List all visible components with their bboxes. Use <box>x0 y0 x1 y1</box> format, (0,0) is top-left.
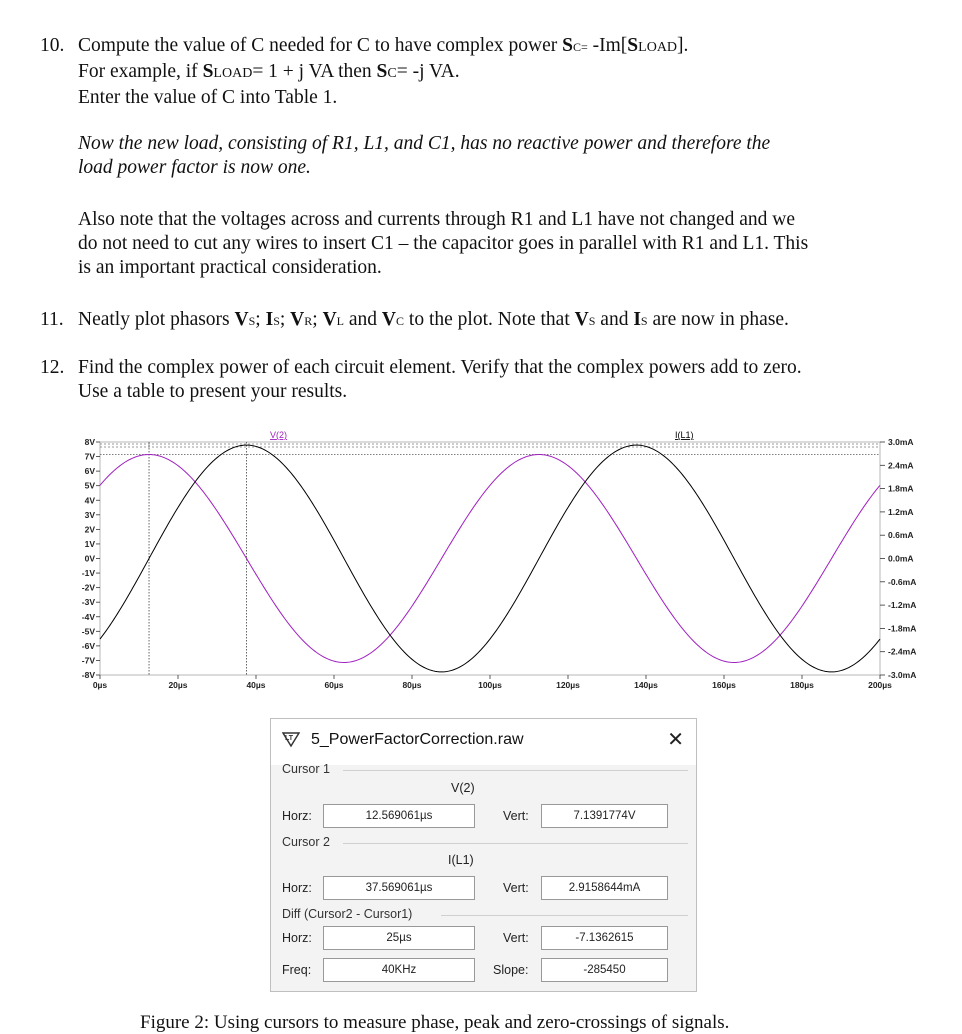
horz-label: Horz: <box>282 809 312 823</box>
cursor1-vert-field[interactable]: 7.1391774V <box>541 804 668 828</box>
horz-label: Horz: <box>282 931 312 945</box>
slope-label: Slope: <box>493 963 529 977</box>
x-tick-label: 140µs <box>634 680 658 690</box>
freq-field[interactable]: 40KHz <box>323 958 475 982</box>
cursor2-horz-field[interactable]: 37.569061µs <box>323 876 475 900</box>
left-tick-label: 2V <box>84 524 95 535</box>
close-icon[interactable]: ✕ <box>667 729 684 751</box>
left-tick-label: -1V <box>81 568 95 579</box>
left-tick-label: -2V <box>81 582 95 593</box>
x-tick-label: 20µs <box>168 680 188 690</box>
right-tick-label: 3.0mA <box>888 437 914 447</box>
right-tick-label: 0.6mA <box>888 530 914 541</box>
left-tick-label: 8V <box>84 437 95 447</box>
right-tick-label: -1.2mA <box>888 600 917 611</box>
item-number: 10. <box>40 35 65 56</box>
x-tick-label: 0µs <box>92 680 108 690</box>
left-tick-label: -5V <box>81 626 95 637</box>
left-tick-label: 6V <box>84 466 95 477</box>
horz-label: Horz: <box>282 881 312 895</box>
cursor2-trace: I(L1) <box>448 853 474 867</box>
cursor1-label: Cursor 1 <box>282 762 330 776</box>
cursor2-label: Cursor 2 <box>282 835 330 849</box>
cursor1-horz-field[interactable]: 12.569061µs <box>323 804 475 828</box>
item-12: 12. Find the complex power of each circuit element. Verify that the complex powers add to zero. Use a table to present your results. <box>40 357 802 402</box>
figure-caption: Figure 2: Using cursors to measure phase, peak and zero-crossings of signals. <box>140 1012 730 1033</box>
note-paragraph: Also note that the voltages across and currents through R1 and L1 have not changed and we do not need to cut any wires to insert C1 – the capacitor goes in parallel with R1 and L1. This is an important practical consideration. <box>78 209 809 278</box>
legend-v2: V(2) <box>270 430 288 440</box>
x-tick-label: 180µs <box>790 680 814 690</box>
left-tick-label: 3V <box>84 509 95 520</box>
item-10-line1: Compute the value of C needed for C to have complex power SC= -Im[SLOAD]. <box>78 35 689 56</box>
dialog-titlebar[interactable] <box>271 719 696 765</box>
left-tick-label: 5V <box>84 480 95 491</box>
x-tick-label: 160µs <box>712 680 736 690</box>
ltspice-icon <box>282 730 300 748</box>
right-tick-label: -2.4mA <box>888 646 917 657</box>
diff-label: Diff (Cursor2 - Cursor1) <box>282 907 413 921</box>
x-tick-label: 120µs <box>556 680 580 690</box>
vert-label: Vert: <box>503 881 529 895</box>
waveform-chart <box>0 424 962 704</box>
series-line-il1 <box>100 445 880 672</box>
vert-label: Vert: <box>503 931 529 945</box>
right-tick-label: 2.4mA <box>888 460 914 471</box>
left-tick-label: -4V <box>81 611 95 622</box>
left-tick-label: -7V <box>81 655 95 666</box>
diff-horz-field[interactable]: 25µs <box>323 926 475 950</box>
item-10-line2: For example, if SLOAD= 1 + j VA then SC= -j VA. <box>78 61 460 82</box>
slope-field[interactable]: -285450 <box>541 958 668 982</box>
x-tick-label: 40µs <box>246 680 266 690</box>
vert-label: Vert: <box>503 809 529 823</box>
cursor2-vert-field[interactable]: 2.9158644mA <box>541 876 668 900</box>
italic-paragraph: Now the new load, consisting of R1, L1, and C1, has no reactive power and therefore the load power factor is now one. <box>78 133 771 178</box>
item-10 <box>0 34 962 110</box>
cursor-dialog <box>270 718 697 992</box>
x-tick-label: 100µs <box>478 680 502 690</box>
item-10-line3: Enter the value of C into Table 1. <box>78 87 338 108</box>
cursor1-trace: V(2) <box>451 781 475 795</box>
left-tick-label: -6V <box>81 640 95 651</box>
plot-frame <box>100 442 880 675</box>
diff-vert-field[interactable]: -7.1362615 <box>541 926 668 950</box>
right-tick-label: -0.6mA <box>888 576 917 587</box>
left-tick-label: -3V <box>81 597 95 608</box>
right-tick-label: -1.8mA <box>888 623 917 634</box>
left-tick-label: 1V <box>84 538 95 549</box>
left-tick-label: 0V <box>84 553 95 564</box>
left-tick-label: -8V <box>81 670 95 680</box>
right-tick-label: 1.2mA <box>888 506 914 517</box>
left-tick-label: 7V <box>84 451 95 462</box>
legend-il1: I(L1) <box>675 430 694 440</box>
right-tick-label: -3.0mA <box>888 670 917 680</box>
left-tick-label: 4V <box>84 495 95 506</box>
svg-text:LT: LT <box>285 735 294 742</box>
dialog-title: 5_PowerFactorCorrection.raw <box>311 731 524 748</box>
series-line-v2 <box>100 455 880 663</box>
x-tick-label: 60µs <box>324 680 344 690</box>
freq-label: Freq: <box>282 963 312 977</box>
right-tick-label: 0.0mA <box>888 553 914 564</box>
item-11: 11. Neatly plot phasors VS; IS; VR; VL and VC to the plot. Note that VS and IS are now in phase. <box>40 309 789 330</box>
x-tick-label: 200µs <box>868 680 892 690</box>
right-tick-label: 1.8mA <box>888 483 914 494</box>
x-tick-label: 80µs <box>402 680 422 690</box>
